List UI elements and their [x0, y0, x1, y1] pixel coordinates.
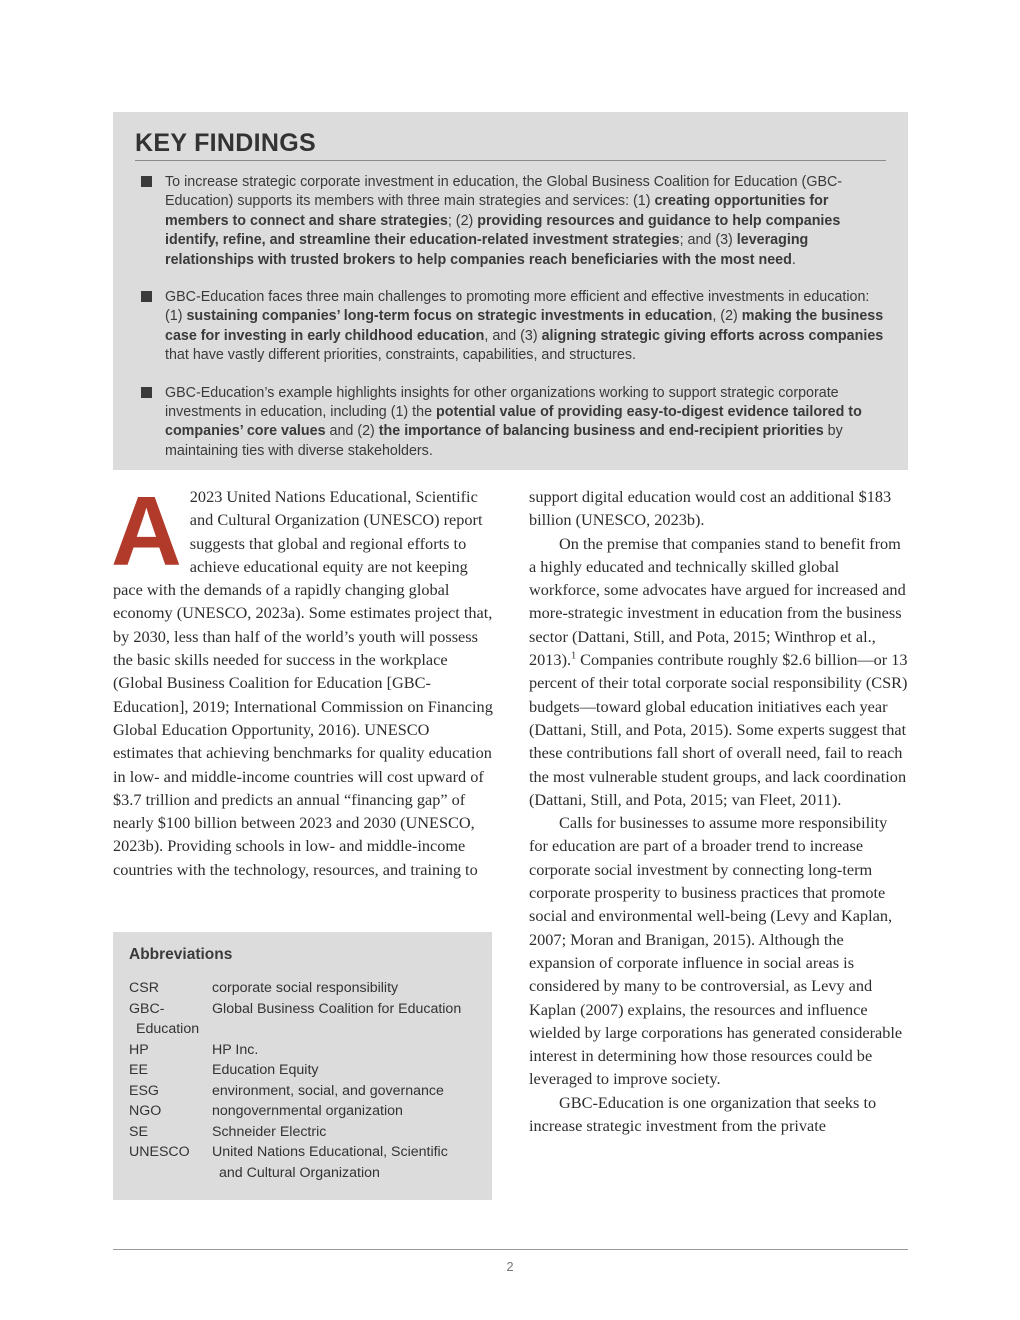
key-findings-box [113, 112, 908, 470]
abbreviation-row [129, 1101, 482, 1122]
abbreviation-row [129, 1081, 482, 1102]
abbreviation-definition [219, 1019, 482, 1040]
abbreviation-row [129, 1122, 482, 1143]
abbreviation-row [129, 1060, 482, 1081]
key-finding-item [135, 384, 886, 462]
page-number: 2 [506, 1259, 514, 1274]
square-bullet-icon [141, 176, 152, 187]
abbreviation-definition: Global Business Coalition for Education [212, 1000, 462, 1017]
paragraph-calls: Calls for businesses to assume more responsibility for education are part of a broader trend to increase corporate social investment by connecting long-term corporate prosperity to business practices that promote social and environmental well-being (Levy and Kaplan, 2007; Moran and Branigan, 2015). Although the expansion of corporate influence in social areas is considered by many to be controversial, as Levy and Kaplan (2007) explains, the resources and influence wielded by large corporations has generated considerable interest in determining how those resources could be leveraged to improve society. [529, 813, 903, 1089]
paragraph-premise [529, 532, 909, 812]
key-finding-segment: GBC-Education faces three main challenges to promoting more efficient and effective investments in education: (1) [165, 289, 870, 325]
abbreviation-row [129, 1019, 482, 1040]
abbreviation-term: Education [136, 1021, 200, 1037]
intro-paragraph [111, 476, 493, 881]
abbreviation-term: GBC- [129, 1000, 165, 1017]
key-finding-segment: by maintaining ties with diverse stakeholders. [165, 423, 843, 459]
key-finding-text [165, 289, 883, 363]
key-finding-item [135, 288, 886, 366]
square-bullet-icon [141, 291, 152, 302]
abbreviation-row [129, 999, 482, 1020]
key-finding-segment: . [791, 251, 796, 268]
key-finding-emphasis: potential value of providing easy-to-digest evidence tailored to companies’ core values [165, 404, 862, 440]
abbreviation-row [129, 1040, 482, 1061]
abbreviation-definition: Schneider Electric [212, 1123, 327, 1140]
body-column-right [529, 485, 909, 1137]
body-column-left [111, 476, 493, 881]
key-finding-segment: and (2) [325, 423, 379, 440]
key-finding-item [135, 173, 886, 270]
key-finding-segment: GBC-Education’s example highlights insights for other organizations working to support strategic corporate investments in education, including (1) the [165, 384, 839, 421]
key-finding-segment: ; (2) [447, 212, 478, 229]
key-finding-emphasis: sustaining companies’ long-term focus on strategic investments in education [186, 308, 713, 325]
abbreviation-term: CSR [129, 980, 159, 996]
key-findings-list [135, 173, 886, 461]
abbreviation-term: NGO [129, 1103, 162, 1119]
abbreviation-term [129, 1163, 212, 1184]
key-finding-segment: , and (3) [484, 327, 542, 344]
abbreviation-row [129, 1163, 482, 1184]
abbreviations-title: Abbreviations [129, 946, 233, 963]
key-finding-emphasis: aligning strategic giving efforts across companies [541, 327, 884, 344]
abbreviations-list [129, 978, 482, 1183]
key-finding-emphasis: creating opportunities for members to connect and share strategies [165, 193, 829, 229]
key-finding-emphasis: the importance of balancing business and end-recipient priorities [378, 423, 824, 440]
abbreviation-definition: corporate social responsibility [212, 980, 399, 996]
key-finding-text [165, 385, 862, 459]
abbreviation-row [129, 1142, 482, 1163]
drop-cap: A [111, 476, 182, 586]
abbreviation-term: SE [129, 1123, 148, 1140]
paragraph-continued: support digital education would cost an additional $183 billion (UNESCO, 2023b). [529, 487, 892, 530]
key-finding-text [165, 174, 842, 268]
key-finding-segment: ; and (3) [679, 232, 737, 249]
abbreviations-box [113, 932, 492, 1200]
abbreviation-term: UNESCO [129, 1144, 190, 1160]
key-finding-emphasis: leveraging relationships with trusted brokers to help companies reach beneficiaries with the most need [165, 232, 809, 268]
paragraph-gbc: GBC-Education is one organization that seeks to increase strategic investment from the private [529, 1092, 877, 1136]
key-findings-title: KEY FINDINGS [135, 128, 886, 161]
square-bullet-icon [141, 387, 152, 398]
abbreviation-definition: environment, social, and governance [212, 1082, 444, 1099]
abbreviation-definition: United Nations Educational, Scientific [212, 1144, 448, 1160]
abbreviation-definition: and Cultural Organization [219, 1164, 380, 1181]
abbreviation-term: HP [129, 1041, 149, 1058]
key-finding-segment: , (2) [712, 308, 742, 325]
paragraph-premise-text-a: On the premise that companies stand to benefit from a highly educated and technically skilled global workforce, some advocates have argued for increased and more-strategic investment in education from the business sector (Dattani, Still, and Pota, 2015; Winthrop et al., 2013). [529, 533, 906, 670]
footer-divider [113, 1249, 908, 1250]
paragraph-premise-text-b: Companies contribute roughly $2.6 billion—or 13 percent of their total corporate social responsibility (CSR) budgets—toward global education initiatives each year (Dattani, Still, and Pota, 2015). Some experts suggest that these contributions fall short of overall need, fail to reach the most vulnerable student groups, and lack coordination (Dattani, Still, and Pota, 2015; van Fleet, 2011). [529, 650, 908, 809]
intro-text: 2023 United Nations Educational, Scientific and Cultural Organization (UNESCO) report suggests that global and regional efforts to achieve educational equity are not keeping pace with the demands of a rapidly changing global economy (UNESCO, 2023a). Some estimates project that, by 2030, less than half of the world’s youth will possess the basic skills needed for success in the workplace (Global Business Coalition for Education [GBC-Education], 2019; International Commission on Financing Global Education Opportunity, 2016). UNESCO estimates that achieving benchmarks for quality education in low- and middle-income countries will cost upward of $3.7 trillion and predicts an annual “financing gap” of nearly $100 billion between 2023 and 2030 (UNESCO, 2023b). Providing schools in low- and middle-income countries with the technology, resources, and training to [113, 487, 493, 879]
key-finding-emphasis: providing resources and guidance to help companies identify, refine, and streamline their education-related investment strategies [165, 212, 841, 249]
abbreviation-term: EE [129, 1062, 148, 1078]
abbreviation-row [129, 978, 482, 999]
key-finding-emphasis: making the business case for investing in early childhood education [165, 308, 884, 344]
abbreviation-term: ESG [129, 1082, 159, 1099]
footnote-marker[interactable]: 1 [571, 650, 577, 662]
key-finding-segment: To increase strategic corporate investment in education, the Global Business Coalition for Education (GBC-Education) supports its members with three main strategies and services: (1) [165, 174, 843, 210]
abbreviation-definition: HP Inc. [212, 1041, 259, 1058]
abbreviation-definition: Education Equity [212, 1062, 319, 1078]
abbreviation-definition: nongovernmental organization [212, 1103, 403, 1119]
key-finding-segment: that have vastly different priorities, constraints, capabilities, and structures. [165, 347, 636, 364]
